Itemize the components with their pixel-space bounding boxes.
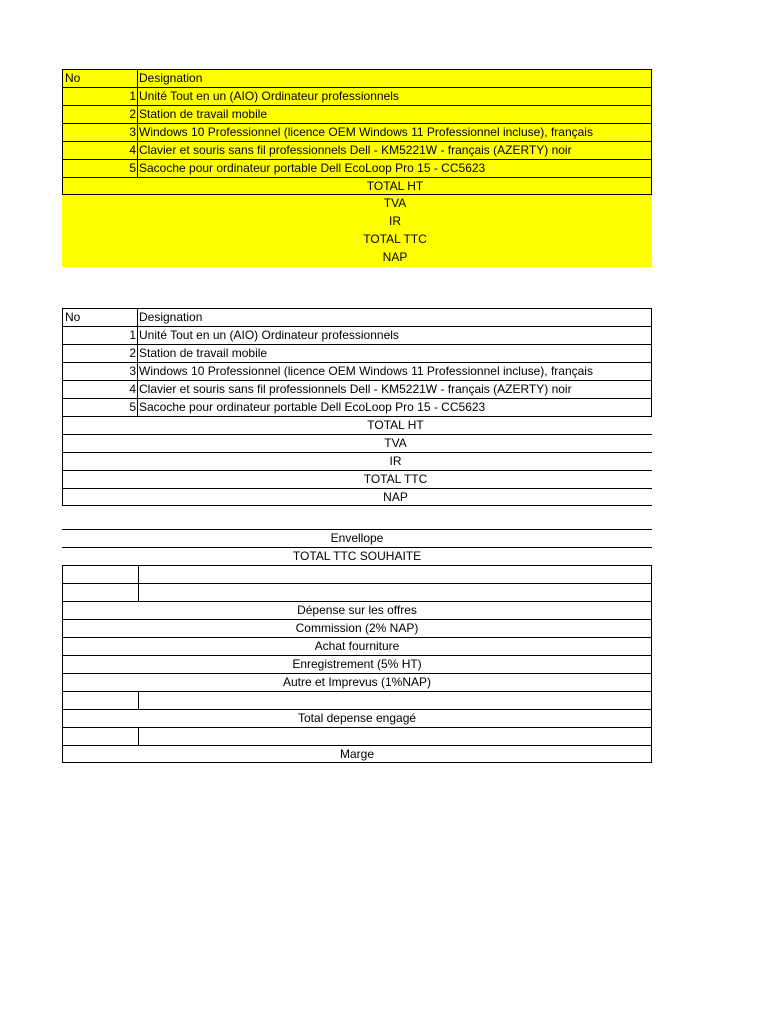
item-designation: Sacoche pour ordinateur portable Dell EcoLoop Pro 15 - CC5623: [139, 400, 486, 414]
total-ttc-label: TOTAL TTC: [363, 232, 427, 246]
item-no: 5: [62, 399, 138, 416]
item-designation: Windows 10 Professionnel (licence OEM Windows 11 Professionnel incluse), français: [138, 124, 652, 141]
empty-cell: [63, 728, 139, 745]
item-designation: Station de travail mobile: [139, 346, 268, 360]
enregistrement-row: [62, 655, 652, 673]
table-header-row: [62, 69, 652, 87]
table-row: [62, 362, 652, 380]
table-row: [62, 380, 652, 398]
tva-label: TVA: [383, 196, 407, 210]
total-ttc-souhaite-row: [62, 547, 652, 565]
envelope-label: Envellope: [330, 531, 384, 545]
empty-cell: [63, 566, 139, 583]
nap-label: NAP: [382, 250, 408, 264]
item-no: 3: [62, 363, 138, 380]
item-designation: Clavier et souris sans fil professionnels Dell - KM5221W - français (AZERTY) noir: [138, 142, 652, 159]
table-row: [62, 105, 652, 123]
ir-label: IR: [389, 214, 401, 228]
empty-row: [62, 727, 652, 745]
table-row: [62, 123, 652, 141]
table-row: [62, 87, 652, 105]
total-ttc-row: [62, 470, 652, 488]
empty-cell: [63, 692, 139, 709]
total-depense-label: Total depense engagé: [297, 711, 417, 725]
item-no: 4: [62, 142, 138, 159]
table-row: [62, 159, 652, 177]
total-ht-label: TOTAL HT: [366, 179, 424, 193]
table-row: [62, 344, 652, 362]
tva-label: TVA: [384, 436, 407, 450]
item-no: 4: [62, 381, 138, 398]
item-no: 1: [62, 88, 138, 105]
total-ht-label: TOTAL HT: [367, 418, 424, 432]
enregistrement-label: Enregistrement (5% HT): [292, 657, 422, 671]
item-designation: Sacoche pour ordinateur portable Dell EcoLoop Pro 15 - CC5623: [138, 160, 652, 177]
nap-row: [62, 488, 652, 506]
nap-row: [62, 249, 652, 267]
marge-row: [62, 745, 652, 763]
total-ht-row: [62, 177, 652, 195]
item-designation: Windows 10 Professionnel (licence OEM Windows 11 Professionnel incluse), français: [139, 364, 593, 378]
item-no: 1: [62, 327, 138, 344]
autre-imprevus-label: Autre et Imprevus (1%NAP): [282, 675, 432, 689]
autre-imprevus-row: [62, 673, 652, 691]
tva-row: [62, 434, 652, 452]
item-designation: Clavier et souris sans fil professionnels Dell - KM5221W - français (AZERTY) noir: [139, 382, 572, 396]
depense-offres-row: [62, 601, 652, 619]
table-row: [62, 398, 652, 416]
total-ttc-row: [62, 231, 652, 249]
item-no: 2: [62, 345, 138, 362]
empty-row: [62, 583, 652, 601]
header-no: No: [62, 70, 138, 87]
commission-label: Commission (2% NAP): [295, 621, 419, 635]
total-ht-row: [62, 416, 652, 434]
item-no: 3: [62, 124, 138, 141]
total-ttc-label: TOTAL TTC: [363, 472, 428, 486]
ir-label: IR: [389, 454, 402, 468]
item-designation: Station de travail mobile: [138, 106, 652, 123]
achat-fourniture-row: [62, 637, 652, 655]
empty-cell: [63, 584, 139, 601]
achat-fourniture-label: Achat fourniture: [314, 639, 400, 653]
ir-row: [62, 452, 652, 470]
table-row: [62, 326, 652, 344]
header-no: No: [62, 309, 138, 326]
depense-offres-label: Dépense sur les offres: [297, 603, 417, 617]
item-designation: Unité Tout en un (AIO) Ordinateur professionnels: [138, 88, 652, 105]
total-depense-row: [62, 709, 652, 727]
ir-row: [62, 213, 652, 231]
quote-table-highlighted: [62, 69, 652, 267]
item-no: 5: [62, 160, 138, 177]
table-header-row: [62, 308, 652, 326]
item-designation: Unité Tout en un (AIO) Ordinateur professionnels: [139, 328, 399, 342]
item-no: 2: [62, 106, 138, 123]
header-designation: Designation: [138, 70, 652, 87]
envelope-row: [62, 529, 652, 547]
total-ttc-souhaite-label: TOTAL TTC SOUHAITE: [292, 549, 422, 563]
header-designation: Designation: [139, 310, 203, 324]
nap-label: NAP: [383, 490, 408, 504]
marge-label: Marge: [339, 747, 374, 761]
empty-row: [62, 691, 652, 709]
commission-row: [62, 619, 652, 637]
empty-row: [62, 565, 652, 583]
quote-table: [62, 308, 652, 506]
table-row: [62, 141, 652, 159]
budget-table: [62, 529, 652, 763]
tva-row: [62, 195, 652, 213]
